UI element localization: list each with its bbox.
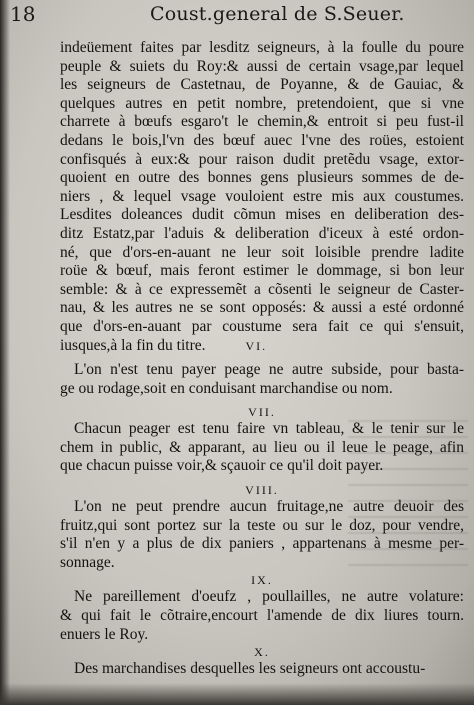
text-line: chem in public, & apparant, au lieu ou il leue le peage, afin [60, 438, 464, 456]
gutter-shadow [0, 0, 10, 705]
article-marker: VI. [245, 338, 268, 353]
text-line: Ne pareillement d'oeufz , poullailles, ne autre volature: [74, 588, 464, 606]
text-line: roüe & bœuf, mais feront estimer le dommage, si bon leur [60, 262, 464, 280]
article-marker: X. [254, 645, 270, 660]
text-line [60, 337, 464, 356]
text-line: nau, & les autres ne se sont opposés: & aussi a esté ordonné [60, 299, 464, 317]
text-line: enuers le Roy. [60, 625, 149, 643]
text-line: quelques autres en petit nombre, pretendoient, que si vne [60, 94, 464, 112]
text-line: les seigneurs de Castetnau, de Poyanne, & de Gauiac, & [60, 76, 464, 94]
text-line: L'on n'est tenu payer peage ne autre subside, pour basta- [74, 361, 464, 379]
running-head: Coust.general de S.Seuer. [150, 3, 405, 25]
paragraph [60, 404, 464, 476]
text-line-content: iusques,à la fin du titre. [60, 336, 206, 354]
body-text [60, 39, 464, 679]
text-line: charrete à bœufs esgaro't le chemin,& entroit si peu fust-il [60, 113, 464, 131]
page-header [0, 0, 474, 36]
text-line: peuple & suiets du Roy:& aussi de certain vsage,par lequel [60, 57, 464, 75]
text-line: s'il n'en y a plus de dix paniers , appartenans à mesme per- [60, 535, 464, 553]
text-line: & qui fait le cõtraire,encourt l'amende de dix liures tourn. [60, 607, 464, 625]
article-marker: IX. [251, 573, 273, 588]
text-line: quoient en outre des bonnes gens plusieurs sommes de de- [60, 169, 464, 187]
text-line: niers , & lequel vsage vouloient estre mis aux coustumes. [60, 187, 464, 205]
text-line: Des marchandises desquelles les seigneurs ont accoustu- [74, 660, 426, 678]
text-line: sonnage. [60, 553, 115, 571]
text-line: que chacun puisse voir,& sçauoir ce qu'il doit payer. [60, 457, 384, 475]
text-line: semble: & à ce expressemẽt a cõsenti le seigneur de Caster- [60, 280, 464, 298]
text-line: indeüement faites par lesditz seigneurs, à la foulle du poure [60, 39, 464, 56]
page-number: 18 [10, 2, 36, 26]
paragraph [60, 361, 464, 398]
text-line: dedans le bois,l'vn des bœuf auec l'vne des roües, estoient [60, 131, 464, 149]
article-marker: VIII. [245, 483, 279, 498]
bottom-shadow [0, 683, 474, 705]
text-line: L'on ne peut prendre aucun fruitage,ne autre deuoir des [74, 498, 464, 516]
text-line: ge ou rodage,soit en conduisant marchandise ou nom. [60, 379, 393, 397]
text-line: Lesdites doleances dudit cõmun mises en deliberation des- [60, 206, 464, 224]
text-line: né, que d'ors-en-auant ne leur soit loisible prendre ladite [60, 243, 464, 261]
text-line: Chacun peager est tenu faire vn tableau, & le tenir sur le [74, 420, 464, 438]
paragraph [60, 39, 464, 355]
text-line: confisqués à eux:& pour raison dudit pretẽdu vsage, extor- [60, 150, 464, 168]
text-line: ditz Estatz,par l'aduis & deliberation d'iceux à esté ordon- [60, 224, 464, 242]
paragraph [60, 482, 464, 572]
article-marker: VII. [248, 405, 276, 420]
text-line: fruitz,qui sont portez sur la teste ou sur le doz, pour vendre, [60, 516, 464, 534]
paragraph [60, 644, 464, 679]
text-line: que d'ors-en-auant par coustume sera fait ce qui s'ensuit, [60, 317, 464, 335]
paragraph [60, 572, 464, 644]
